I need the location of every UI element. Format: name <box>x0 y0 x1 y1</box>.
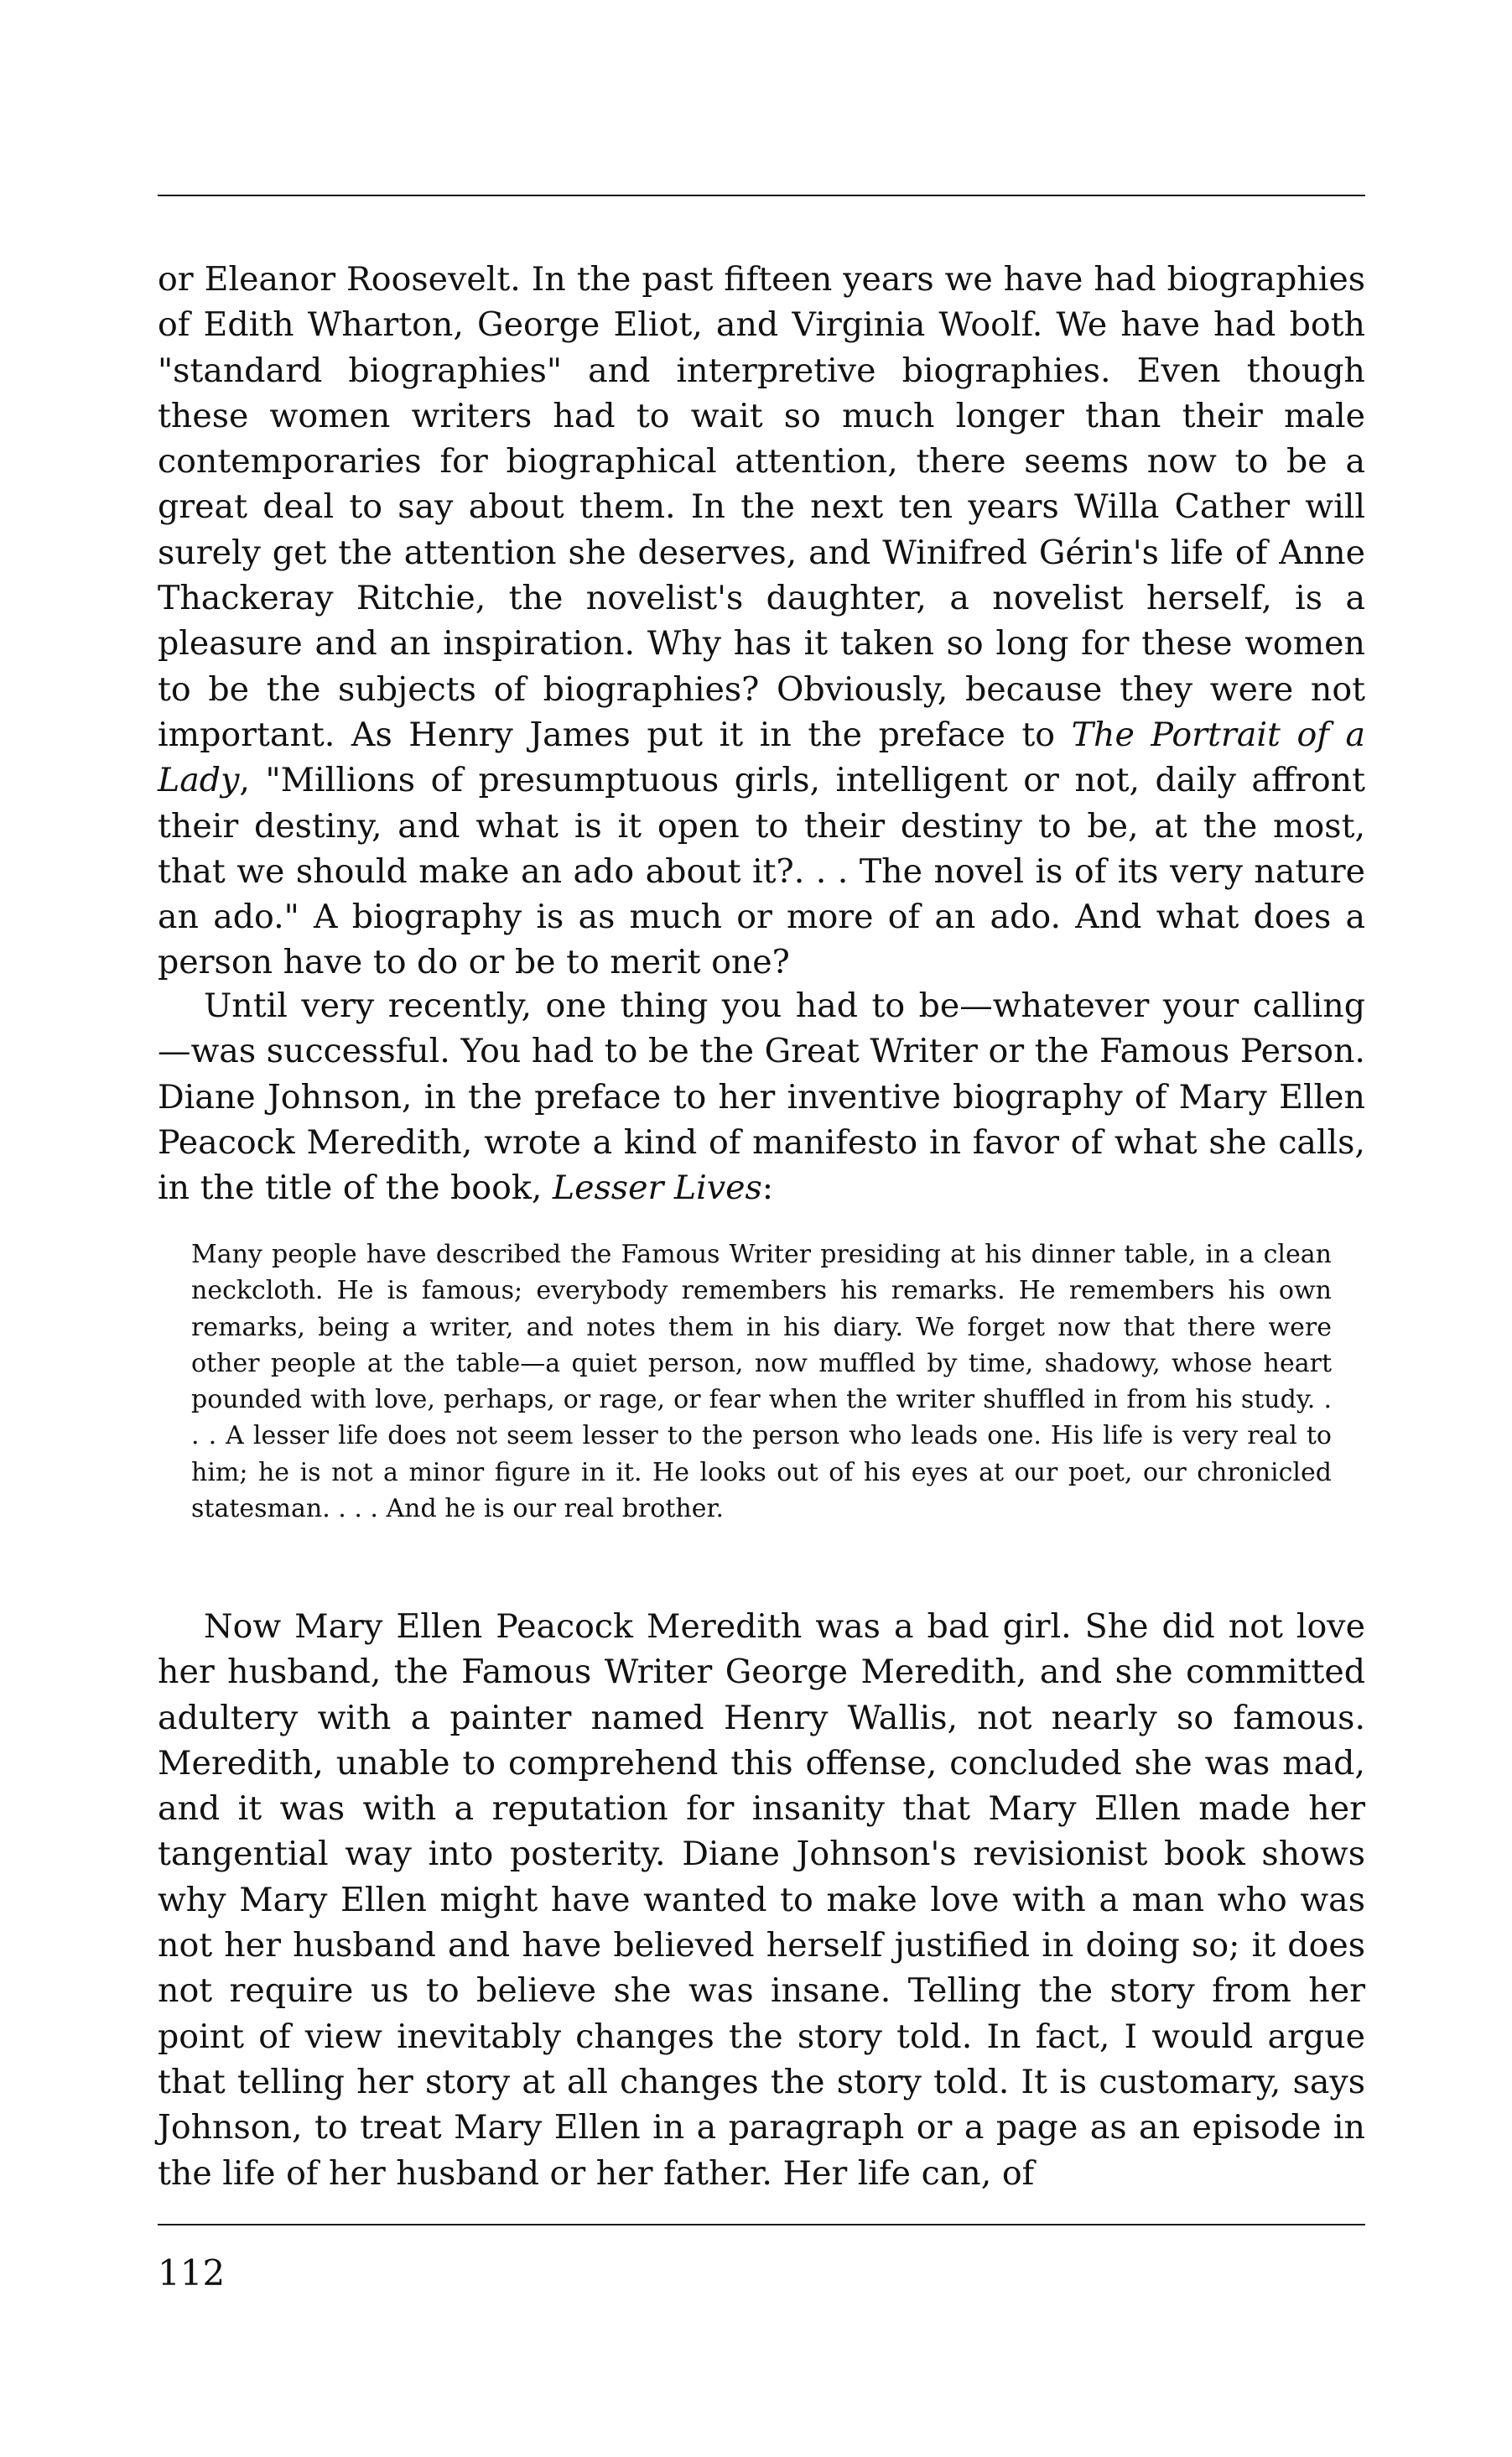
paragraph-1-text-b: , "Millions of presumptuous girls, intelligent or not, daily affront their destiny, and what is it open to their destiny to be, at the most, that we should make an ado about it?. . . The novel is of its very nature an ado." A biography is as much or more of an ado. And what does a person have to do or be to merit one? <box>158 761 1365 982</box>
paragraph-3-text: Now Mary Ellen Peacock Meredith was a bad girl. She did not love her husband, the Famous Writer George Meredith, and she committed adultery with a painter named Henry Wallis, not nearly so famous. Meredith, unable to comprehend this offense, concluded she was mad, and it was with a reputation for insanity that Mary Ellen made her tangential way into posterity. Diane Johnson's revisionist book shows why Mary Ellen might have wanted to make love with a man who was not her husband and have believed herself justified in doing so; it does not require us to believe she was insane. Telling the story from her point of view inevitably changes the story told. In fact, I would argue that telling her story at all changes the story told. It is customary, says Johnson, to treat Mary Ellen in a paragraph or a page as an episode in the life of her husband or her father. Her life can, of <box>158 1607 1365 2193</box>
top-rule <box>158 195 1365 196</box>
paragraph-2-text-a: Until very recently, one thing you had to be—whatever your calling—was successful. You had to be the Great Writer or the Famous Person. Diane Johnson, in the preface to her inventive biography of Mary Ellen Peacock Meredith, wrote a kind of manifesto in favor of what she calls, in the title of the book, <box>158 986 1365 1208</box>
bottom-rule <box>158 2224 1365 2225</box>
block-quote-text: Many people have described the Famous Writer presiding at his dinner table, in a clean neckcloth. He is famous; everybody remembers his remarks. He remembers his own remarks, being a writer, and notes them in his diary. We forget now that there were other people at the table—a quiet person, now muffled by time, shadowy, whose heart pounded with love, perhaps, or rage, or fear when the writer shuffled in from his study. . . . A lesser life does not seem lesser to the person who leads one. His life is very real to him; he is not a minor figure in it. He looks out of his eyes at our poet, our chronicled statesman. . . . And he is our real brother. <box>191 1240 1332 1524</box>
body-paragraph-2 <box>158 983 1365 1210</box>
book-title-portrait-of-a-lady: The Portrait of a Lady <box>158 715 1365 800</box>
body-paragraph-1 <box>158 257 1365 986</box>
book-title-lesser-lives: Lesser Lives <box>552 1169 762 1208</box>
page-number: 112 <box>158 2252 226 2293</box>
block-quote <box>191 1236 1332 1527</box>
paragraph-1-text-a: or Eleanor Roosevelt. In the past fifteen years we have had biographies of Edith Wharton, George Eliot, and Virginia Woolf. We have had both "standard biographies" and interpretive biographies. Even though these women writers had to wait so much longer than their male contemporaries for biographical attention, there seems now to be a great deal to say about them. In the next ten years Willa Cather will surely get the attention she deserves, and Winifred Gérin's life of Anne Thackeray Ritchie, the novelist's daughter, a novelist herself, is a pleasure and an inspiration. Why has it taken so long for these women to be the subjects of biographies? Obviously, because they were not important. As Henry James put it in the preface to <box>158 260 1365 754</box>
body-paragraph-3 <box>158 1604 1365 2196</box>
paragraph-2-text-b: : <box>761 1169 774 1208</box>
